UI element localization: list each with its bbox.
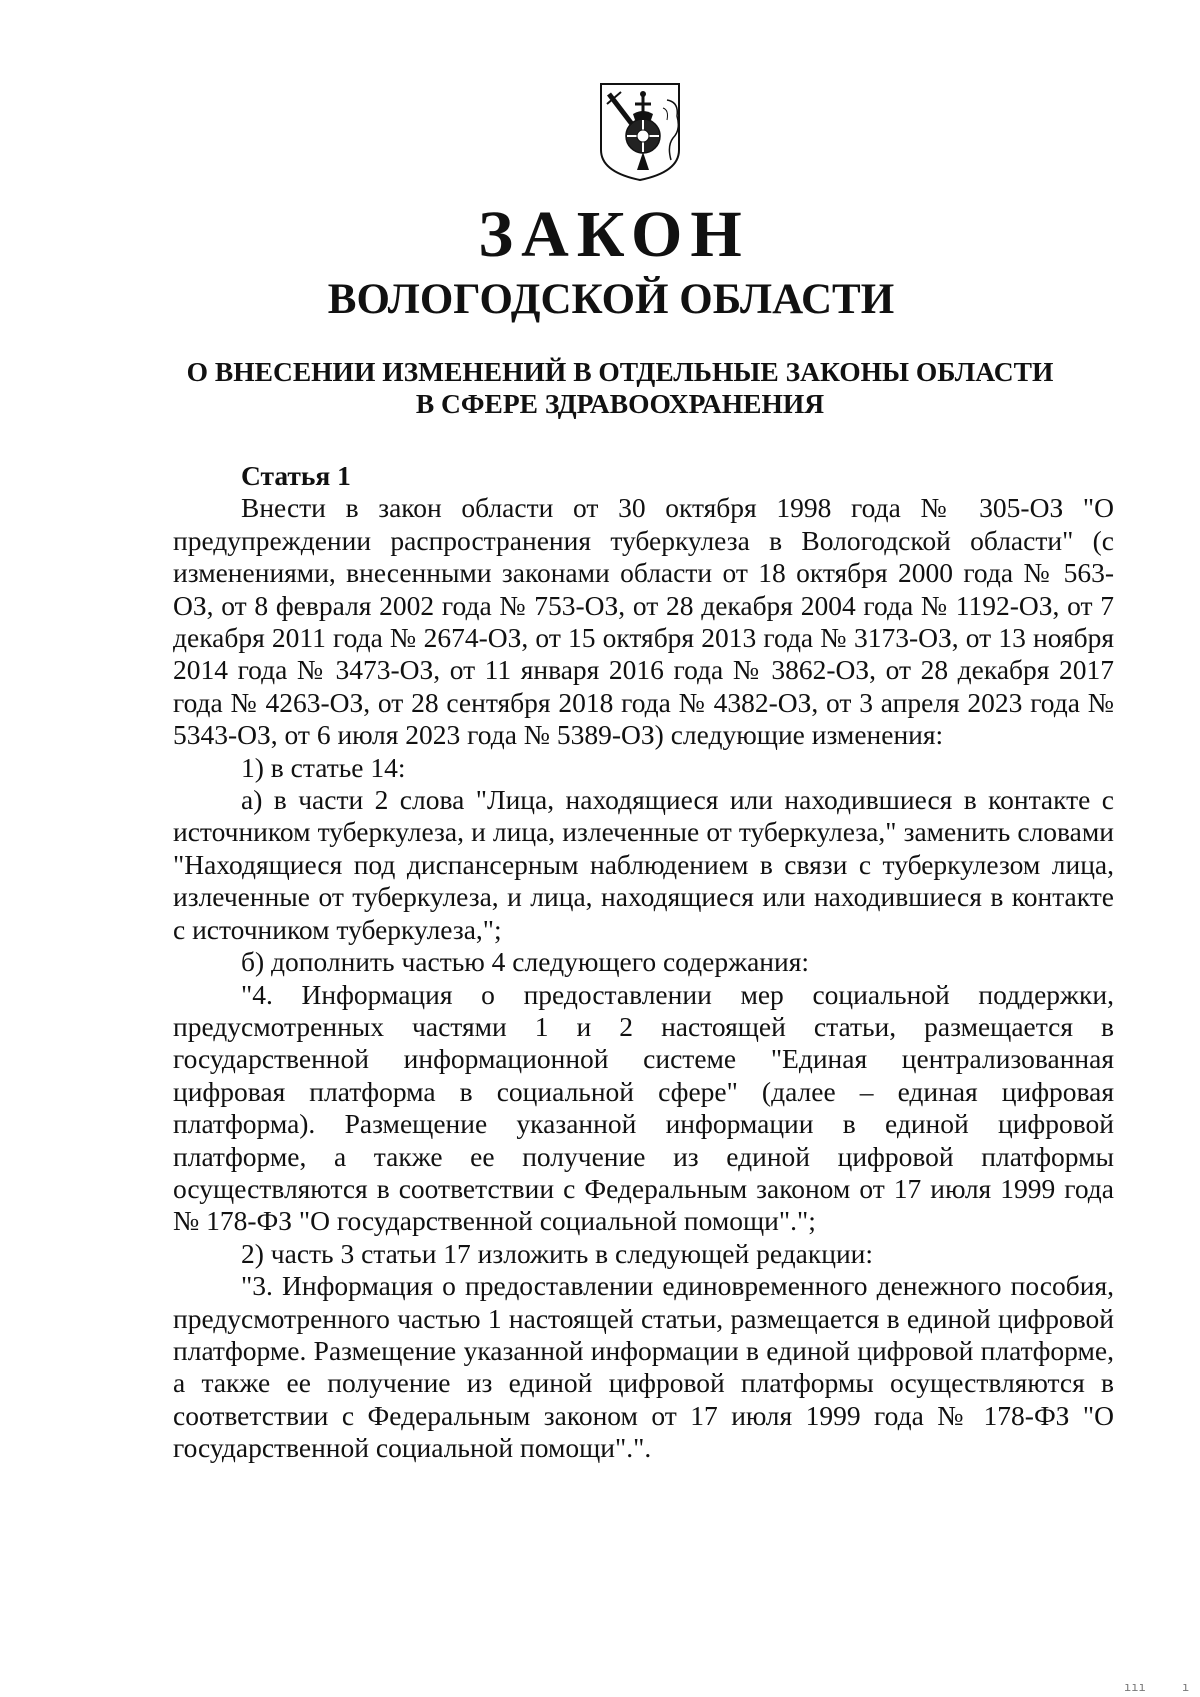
article-1-body xyxy=(173,460,1114,1465)
law-subject xyxy=(140,356,1100,420)
item-2-paragraph: 2) часть 3 статьи 17 изложить в следующей редакции: xyxy=(241,1237,874,1269)
item-1a-paragraph: а) в части 2 слова "Лица, находящиеся или находившиеся в контакте с источником туберкулеза, и лица, излеченные от туберкулеза," заменить словами "Находящиеся под диспансерным наблюдением в связи с туберкулезом лица, излеченные от туберкулеза, и лица, находящиеся или находившиеся в контакте с источником туберкулеза,"; xyxy=(173,784,1114,945)
law-subject-line-2: В СФЕРЕ ЗДРАВООХРАНЕНИЯ xyxy=(415,388,825,419)
law-subject-line-1: О ВНЕСЕНИИ ИЗМЕНЕНИЙ В ОТДЕЛЬНЫЕ ЗАКОНЫ ОБЛАСТИ xyxy=(186,356,1054,387)
coat-of-arms-icon xyxy=(597,80,683,184)
scan-marks-left: ııı xyxy=(1124,1680,1146,1694)
law-title: ЗАКОН xyxy=(478,198,750,271)
item-1b-quoted-text: "4. Информация о предоставлении мер социальной поддержки, предусмотренных частями 1 и 2 настоящей статьи, размещается в государственной информационной системе "Единая централизованная цифровая платформа в социальной сфере" (далее – единая цифровая платформа). Размещение указанной информации в единой цифровой платформе, а также ее получение из единой цифровой платформы осуществляются в соответствии с Федеральным законом от 17 июля 1999 года № 178-ФЗ "О государственной социальной помощи"."; xyxy=(173,978,1114,1237)
item-1-paragraph: 1) в статье 14: xyxy=(241,751,406,783)
article-heading: Статья 1 xyxy=(241,460,351,491)
region-title: ВОЛОГОДСКОЙ ОБЛАСТИ xyxy=(327,276,895,323)
item-1b-paragraph: б) дополнить частью 4 следующего содержания: xyxy=(241,946,810,978)
scan-marks-right: ı xyxy=(1182,1680,1190,1694)
item-2-quoted-text: "3. Информация о предоставлении единовременного денежного пособия, предусмотренного частью 1 настоящей статьи, размещается в единой цифровой платформе. Размещение указанной информации в единой цифровой платформе, а также ее получение из единой цифровой платформы осуществляются в соответствии с Федеральным законом от 17 июля 1999 года № 178-ФЗ "О государственной социальной помощи".". xyxy=(173,1270,1114,1464)
article-intro-paragraph: Внести в закон области от 30 октября 1998 года № 305-ОЗ "О предупреждении распространения туберкулеза в Вологодской области" (с изменениями, внесенными законами области от 18 октября 2000 года № 563-ОЗ, от 8 февраля 2002 года № 753-ОЗ, от 28 декабря 2004 года № 1192-ОЗ, от 7 декабря 2011 года № 2674-ОЗ, от 15 октября 2013 года № 3173-ОЗ, от 13 ноября 2014 года № 3473-ОЗ, от 11 января 2016 года № 3862-ОЗ, от 28 декабря 2017 года № 4263-ОЗ, от 28 сентября 2018 года № 4382-ОЗ, от 3 апреля 2023 года № 5343-ОЗ, от 6 июля 2023 года № 5389-ОЗ) следующие изменения: xyxy=(173,492,1114,751)
